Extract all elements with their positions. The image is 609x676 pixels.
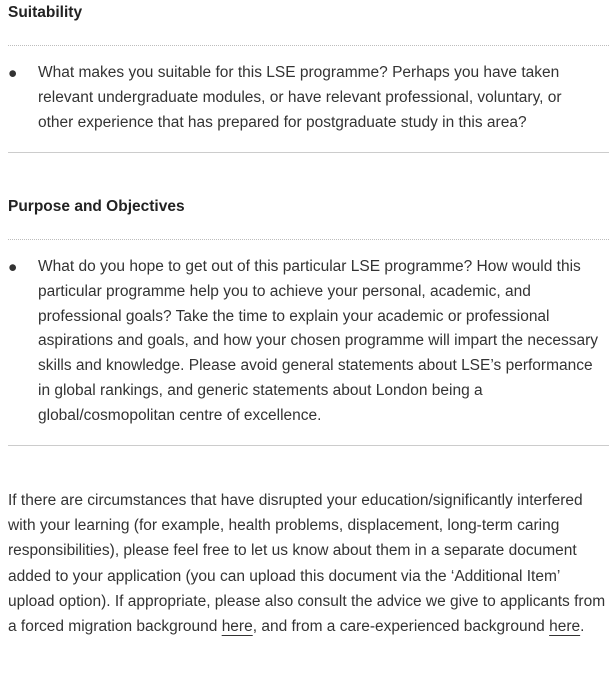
circumstances-text-2: , and from a care-experienced background [252,618,550,636]
divider [8,152,609,153]
bullet-icon: ● [8,259,18,276]
divider [8,445,609,446]
bullet-text-purpose: What do you hope to get out of this particular LSE programme? How would this particular programme help you to achieve your personal, academic, and professional goals? Take the time to explain your academic or professional aspirations and goals, and how your chosen programme will impart the necessary skills and knowledge. Please avoid general statements about LSE’s performance in global rankings, and generic statements about London being a global/cosmopolitan centre of excellence. [38,258,599,424]
section-title-purpose: Purpose and Objectives [8,198,185,215]
circumstances-text-3: . [580,618,585,636]
bullet-icon: ● [8,65,18,82]
circumstances-paragraph [8,488,606,639]
bullet-text-suitability: What makes you suitable for this LSE programme? Perhaps you have taken relevant undergraduate modules, or have relevant professional, voluntary, or other experience that has prepared for postgraduate study in this area? [38,64,562,131]
circumstances-text-1: If there are circumstances that have disrupted your education/significantly interfered with your learning (for example, health problems, displacement, long-term caring responsibilities), please feel free to let us know about them in a separate document added to your application (you can upload this document via the ‘Additional Item’ upload option). If appropriate, please also consult the advice we give to applicants from a forced migration background [8,492,606,636]
section-title-suitability: Suitability [8,4,83,21]
divider [8,239,609,240]
divider [8,45,609,46]
care-experienced-link[interactable]: here [549,618,581,636]
forced-migration-link[interactable]: here [221,618,253,636]
